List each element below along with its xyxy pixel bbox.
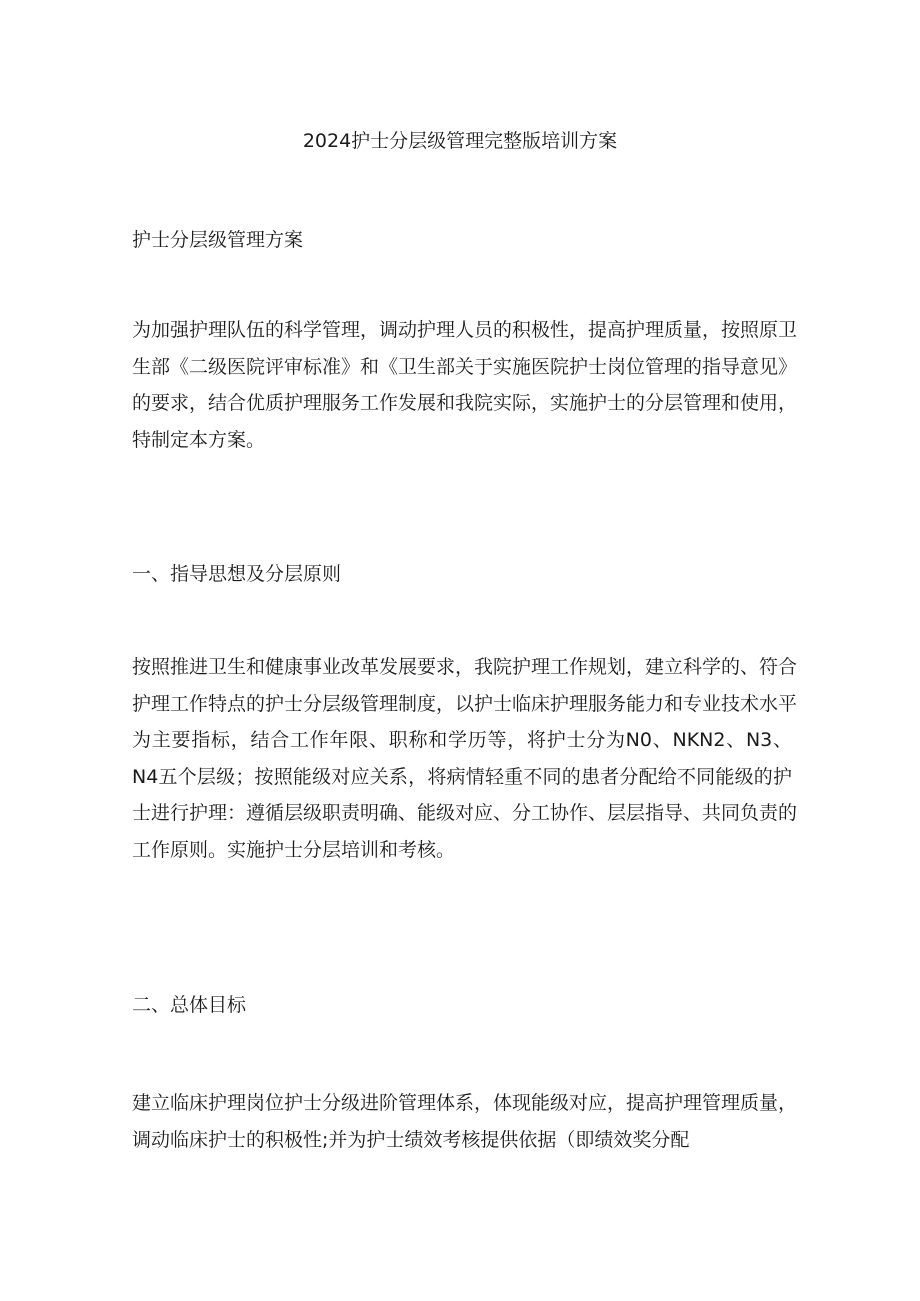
paragraph-line: 护理工作特点的护士分层级管理制度，以护士临床护理服务能力和专业技术水平: [132, 692, 798, 715]
subtitle-text: 护士分层级管理方案: [132, 229, 304, 251]
section-heading-2: [132, 987, 792, 1024]
intro-paragraph: [132, 312, 798, 458]
paragraph-line: 建立临床护理岗位护士分级进阶管理体系，体现能级对应，提高护理管理质量，: [132, 1092, 798, 1114]
paragraph-line: 为主要指标，结合工作年限、职称和学历等，将护士分为N0、NKN2、N3、: [132, 729, 792, 751]
paragraph-line: 为加强护理队伍的科学管理，调动护理人员的积极性，提高护理质量，按照原卫: [132, 319, 798, 341]
paragraph-line: 的要求，结合优质护理服务工作发展和我院实际，实施护士的分层管理和使用，: [132, 392, 798, 414]
document-title: 2024护士分层级管理完整版培训方案: [302, 130, 618, 152]
paragraph-line: N4五个层级；按照能级对应关系，将病情轻重不同的患者分配给不同能级的护: [132, 765, 792, 788]
section-heading-1: [132, 556, 792, 593]
paragraph-line: 生部《二级医院评审标准》和《卫生部关于实施医院护士岗位管理的指导意见》: [132, 355, 798, 378]
section-1-paragraph: [132, 649, 798, 868]
section-heading-text: 一、指导思想及分层原则: [132, 563, 342, 585]
section-2-paragraph: [132, 1085, 798, 1158]
paragraph-line: 工作原则。实施护士分层培训和考核。: [132, 838, 456, 861]
paragraph-line: 按照推进卫生和健康事业改革发展要求，我院护理工作规划，建立科学的、符合: [132, 656, 798, 678]
section-heading-text: 二、总体目标: [132, 994, 247, 1016]
paragraph-line: 特制定本方案。: [132, 428, 266, 451]
paragraph-line: 士进行护理：遵循层级职责明确、能级对应、分工协作、层层指导、共同负责的: [132, 802, 798, 824]
paragraph-line: 调动临床护士的积极性;并为护士绩效考核提供依据（即绩效奖分配: [132, 1128, 690, 1151]
document-subtitle: [132, 222, 792, 259]
